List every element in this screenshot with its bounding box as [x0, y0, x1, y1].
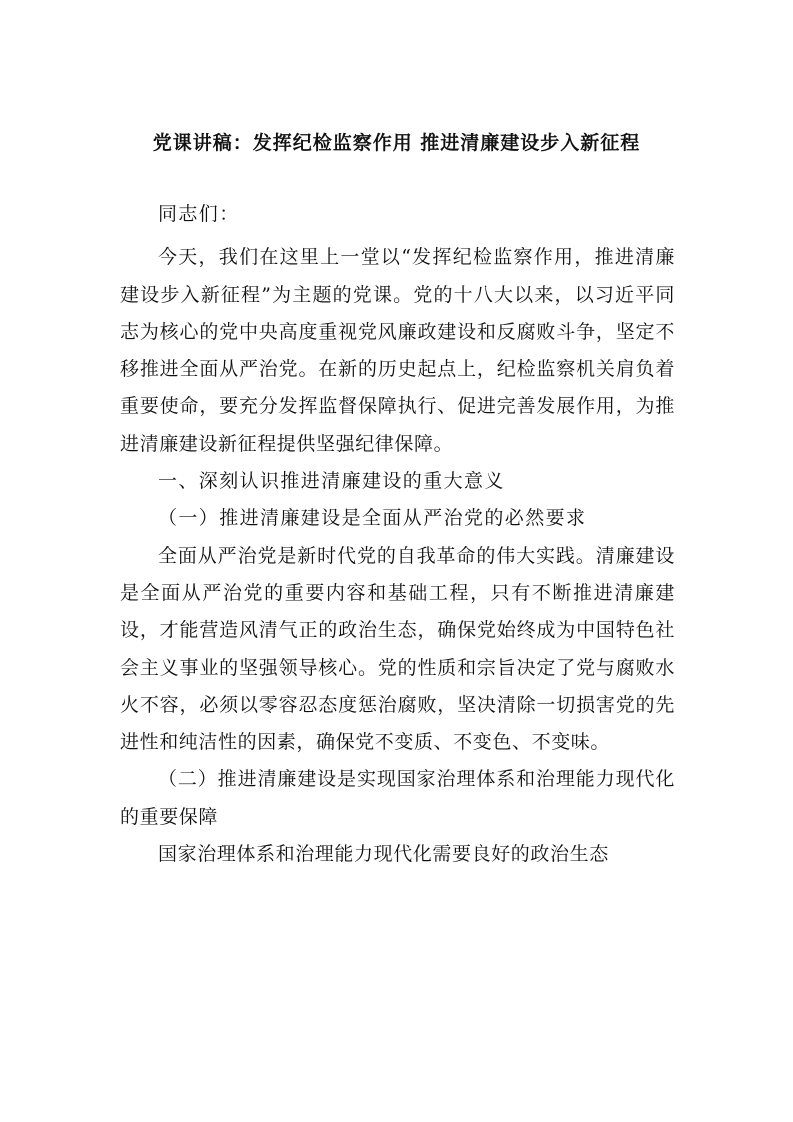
document-body: [120, 196, 675, 873]
document-title: 党课讲稿：发挥纪检监察作用 推进清廉建设步入新征程: [152, 132, 641, 154]
subsection-heading-1: （一）推进清廉建设是全面从严治党的必然要求: [158, 507, 587, 530]
subsection-body-1: 全面从严治党是新时代党的自我革命的伟大实践。清廉建设是全面从严治党的重要内容和基础工程，只有不断推进清廉建设，才能营造风清气正的政治生态，确保党始终成为中国特色社会主义事业的坚强领导核心。党的性质和宗旨决定了党与腐败水火不容，必须以零容忍态度惩治腐败，坚决清除一切损害党的先进性和纯洁性的因素，确保党不变质、不变色、不变味。: [120, 544, 675, 754]
subsection-body-2: 国家治理体系和治理能力现代化需要良好的政治生态: [158, 843, 609, 866]
intro-paragraph: 今天，我们在这里上一堂以“发挥纪检监察作用，推进清廉建设步入新征程”为主题的党课。党的十八大以来，以习近平同志为核心的党中央高度重视党风廉政建设和反腐败斗争，坚定不移推进全面从严治党。在新的历史起点上，纪检监察机关肩负着重要使命，要充分发挥监督保障执行、促进完善发展作用，为推进清廉建设新征程提供坚强纪律保障。: [120, 246, 675, 455]
section-heading-1: 一、深刻认识推进清廉建设的重大意义: [158, 470, 505, 493]
greeting: 同志们：: [158, 203, 240, 225]
subsection-heading-2: （二）推进清廉建设是实现国家治理体系和治理能力现代化的重要保障: [120, 768, 675, 828]
